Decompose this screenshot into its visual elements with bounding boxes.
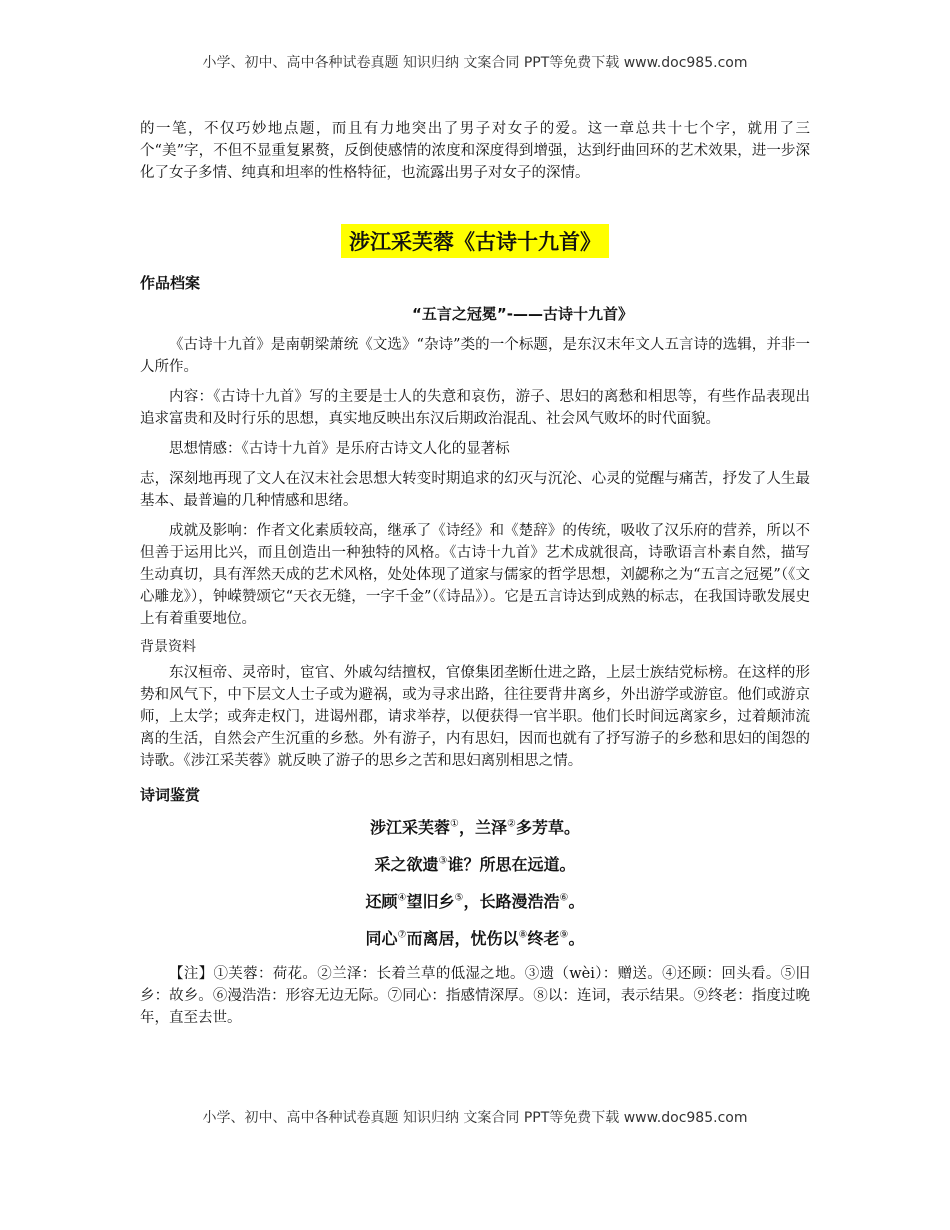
poem-text: 而离居，忧伤以: [406, 929, 519, 948]
poem-text: 。: [568, 929, 585, 948]
poem-text: 谁？所思在远道。: [447, 855, 576, 874]
poem-text: ，长路漫浩浩: [463, 892, 560, 911]
archive-heading: 作品档案: [140, 274, 201, 292]
poem-text: ，兰泽: [458, 818, 507, 837]
intro-paragraph: 的一笔，不仅巧妙地点题，而且有力地突出了男子对女子的爱。这一章总共十七个字，就用了三个“美”字，不但不显重复累赘，反倒使感情的浓度和深度得到增强，达到纡曲回环的艺术效果，进一步深化了女子多情、纯真和坦率的性格特征，也流露出男子对女子的深情。: [140, 121, 810, 181]
note-mark: ⑨: [559, 929, 569, 941]
poem-text: 。: [568, 892, 585, 911]
note-mark: ⑦: [397, 929, 407, 941]
poem-text: 同心: [365, 929, 398, 948]
poem-line-1: [140, 815, 810, 838]
poem-text: 多芳草。: [515, 818, 580, 837]
note-mark: ⑤: [454, 892, 464, 904]
archive-paragraph-2: 内容：《古诗十九首》写的主要是士人的失意和哀伤，游子、思妇的离愁和相思等，有些作品表现出追求富贵和及时行乐的思想，真实地反映出东汉后期政治混乱、社会风气败坏的时代面貌。: [140, 389, 810, 427]
poem-text: 采之欲遗: [374, 855, 439, 874]
article-title: 涉江采芙蓉《古诗十九首》: [341, 224, 609, 258]
page-header: 小学、初中、高中各种试卷真题 知识归纳 文案合同 PPT等免费下载 www.doc985.com: [202, 55, 748, 71]
notes-paragraph: 【注】①芙蓉：荷花。②兰泽：长着兰草的低湿之地。③遗（wèi）：赠送。④还顾：回头看。⑤旧乡：故乡。⑥漫浩浩：形容无边无际。⑦同心：指感情深厚。⑧以：连词，表示结果。⑨终老：指度过晚年，直至去世。: [140, 966, 810, 1026]
archive-paragraph-3a: 思想情感：《古诗十九首》是乐府古诗文人化的显著标: [169, 441, 510, 457]
poem-line-4: [140, 926, 810, 949]
document-body: [140, 118, 810, 1029]
poem-line-2: [140, 852, 810, 875]
poem-text: 望旧乡: [406, 892, 455, 911]
archive-paragraph-3b: 志，深刻地再现了文人在汉末社会思想大转变时期追求的幻灭与沉沦、心灵的觉醒与痛苦，抒发了人生最基本、最普遍的几种情感和思绪。: [140, 471, 810, 509]
note-mark: ④: [397, 892, 407, 904]
note-mark: ②: [507, 818, 516, 830]
archive-paragraph-4: 成就及影响：作者文化素质较高，继承了《诗经》和《楚辞》的传统，吸收了汉乐府的营养，所以不但善于运用比兴，而且创造出一种独特的风格。《古诗十九首》艺术成就很高，诗歌语言朴素自然，描写生动真切，具有浑然天成的艺术风格，处处体现了道家与儒家的哲学思想，刘勰称之为“五言之冠冕”（《文心雕龙》），钟嵘赞颂它“天衣无缝，一字千金”（《诗品》）。它是五言诗达到成熟的标志，在我国诗歌发展史上有着重要地位。: [140, 523, 810, 627]
note-mark: ⑧: [518, 929, 528, 941]
note-mark: ③: [438, 855, 448, 867]
poem-text: 涉江采芙蓉: [370, 818, 451, 837]
archive-subtitle: “五言之冠冕”-——古诗十九首》: [412, 305, 633, 323]
note-mark: ①: [450, 818, 459, 830]
poem: [140, 815, 810, 949]
poem-text: 终老: [527, 929, 560, 948]
title-wrap: [140, 224, 810, 258]
note-mark: ⑥: [559, 892, 569, 904]
appreciation-heading: 诗词鉴赏: [140, 786, 201, 804]
background-paragraph: 东汉桓帝、灵帝时，宦官、外戚勾结擅权，官僚集团垄断仕进之路，上层士族结党标榜。在这样的形势和风气下，中下层文人士子或为避祸，或为寻求出路，往往要背井离乡，外出游学或游宦。他们或游京师，上太学；或奔走权门，进谒州郡，请求举荐，以便获得一官半职。他们长时间远离家乡，过着颠沛流离的生活，自然会产生沉重的乡愁。外有游子，内有思妇，因而也就有了抒写游子的乡愁和思妇的闺怨的诗歌。《涉江采芙蓉》就反映了游子的思乡之苦和思妇离别相思之情。: [140, 665, 810, 769]
page-footer: 小学、初中、高中各种试卷真题 知识归纳 文案合同 PPT等免费下载 www.doc985.com: [202, 1110, 748, 1126]
poem-text: 还顾: [365, 892, 398, 911]
archive-paragraph-1: 《古诗十九首》是南朝梁萧统《文选》“杂诗”类的一个标题，是东汉末年文人五言诗的选辑，并非一人所作。: [140, 337, 810, 375]
poem-line-3: [140, 889, 810, 912]
background-label: 背景资料: [140, 639, 196, 655]
